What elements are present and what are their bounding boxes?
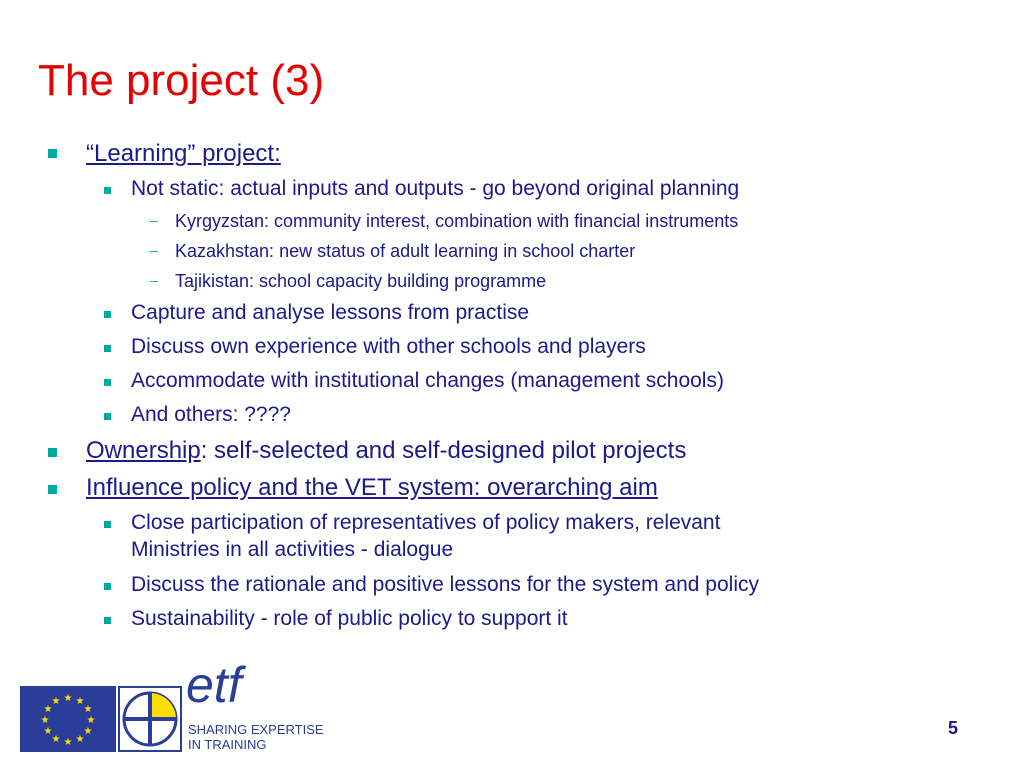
bullet-capture-lessons: Capture and analyse lessons from practise xyxy=(131,301,530,324)
bullet-learning-project: “Learning” project: xyxy=(86,140,281,167)
bullet-kyrgyzstan: Kyrgyzstan: community interest, combination with financial instruments xyxy=(175,211,739,231)
square-bullet-icon xyxy=(48,485,57,494)
svg-text:★: ★ xyxy=(83,726,93,737)
svg-text:★: ★ xyxy=(43,726,53,737)
square-bullet-icon xyxy=(104,617,111,624)
svg-text:★: ★ xyxy=(51,734,61,745)
bullet-close-participation-line1: Close participation of representatives of policy makers, relevant xyxy=(131,511,721,534)
etf-emblem-icon xyxy=(118,686,182,752)
etf-tagline-line1: SHARING EXPERTISE xyxy=(188,722,324,737)
page-number: 5 xyxy=(948,718,959,738)
bullet-and-others: And others: ???? xyxy=(131,403,291,426)
dash-bullet-icon: – xyxy=(150,242,158,258)
bullet-tajikistan: Tajikistan: school capacity building programme xyxy=(175,271,547,291)
square-bullet-icon xyxy=(104,521,111,528)
square-bullet-icon xyxy=(104,379,111,386)
bullet-discuss-experience: Discuss own experience with other schools and players xyxy=(131,335,646,358)
svg-text:★: ★ xyxy=(83,704,93,715)
square-bullet-icon xyxy=(104,187,111,194)
bullet-rationale: Discuss the rationale and positive lessons for the system and policy xyxy=(131,573,759,596)
svg-text:★: ★ xyxy=(40,715,50,726)
bullet-sustainability: Sustainability - role of public policy to support it xyxy=(131,607,568,630)
bullet-not-static: Not static: actual inputs and outputs - go beyond original planning xyxy=(131,177,740,200)
ownership-rest-text: : self-selected and self-designed pilot projects xyxy=(200,437,687,464)
bullet-accommodate: Accommodate with institutional changes (management schools) xyxy=(131,369,724,392)
square-bullet-icon xyxy=(48,448,57,457)
bullet-close-participation-line2: Ministries in all activities - dialogue xyxy=(131,538,454,561)
svg-text:★: ★ xyxy=(63,737,73,748)
square-bullet-icon xyxy=(104,583,111,590)
ownership-link-text: Ownership xyxy=(86,437,201,464)
svg-text:★: ★ xyxy=(86,715,96,726)
eu-flag-icon xyxy=(20,686,116,752)
svg-text:★: ★ xyxy=(75,734,85,745)
square-bullet-icon xyxy=(104,345,111,352)
svg-text:★: ★ xyxy=(43,704,53,715)
svg-text:★: ★ xyxy=(51,696,61,707)
svg-text:★: ★ xyxy=(63,693,73,704)
slide-title: The project (3) xyxy=(38,56,325,105)
bullet-influence-policy: Influence policy and the VET system: overarching aim xyxy=(86,474,658,501)
dash-bullet-icon: – xyxy=(150,272,158,288)
etf-wordmark: etf xyxy=(186,657,242,713)
square-bullet-icon xyxy=(104,413,111,420)
bullet-ownership xyxy=(86,437,686,465)
dash-bullet-icon: – xyxy=(150,212,158,228)
svg-text:★: ★ xyxy=(75,696,85,707)
square-bullet-icon xyxy=(104,311,111,318)
bullet-kazakhstan: Kazakhstan: new status of adult learning in school charter xyxy=(175,241,636,261)
etf-tagline-line2: IN TRAINING xyxy=(188,737,267,752)
square-bullet-icon xyxy=(48,149,57,158)
